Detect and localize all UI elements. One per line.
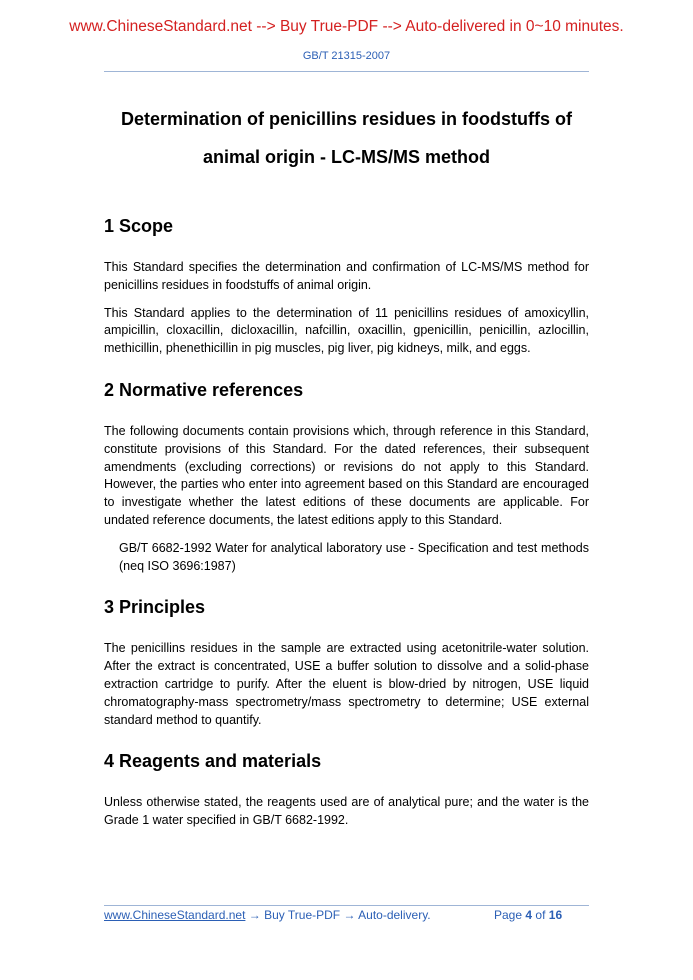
top-banner-link[interactable]: www.ChineseStandard.net --> Buy True-PDF --> Auto-delivered in 0~10 minutes. <box>69 18 624 35</box>
section-heading-scope: 1 Scope <box>104 216 174 236</box>
title-line-1: Determination of penicillins residues in foodstuffs of <box>120 109 573 129</box>
page-footer <box>104 908 589 922</box>
document-body <box>104 213 589 849</box>
document-code-header: GB/T 21315-2007 <box>302 50 391 62</box>
page-indicator <box>494 908 562 922</box>
footer-divider <box>104 905 589 906</box>
scope-paragraph-1: This Standard specifies the determination and confirmation of LC-MS/MS method for penicillins residues in foodstuffs of animal origin. <box>104 260 589 292</box>
reagents-paragraph-1: Unless otherwise stated, the reagents used are of analytical pure; and the water is the Grade 1 water specified in GB/T 6682-1992. <box>104 795 589 828</box>
title-line-2: animal origin - LC-MS/MS method <box>203 147 490 167</box>
page-label: Page <box>494 908 523 922</box>
page-number: 4 <box>525 908 533 922</box>
section-principles <box>104 594 589 729</box>
scope-paragraph-2: This Standard applies to the determination of 11 penicillins residues of amoxicyllin, ampicillin, cloxacillin, dicloxacillin, nafcillin, oxacillin, gpenicillin, penicillin, azlocillin, methicillin, phenethicillin in pig muscles, pig liver, pig kidneys, milk, and eggs. <box>104 305 589 356</box>
principles-paragraph-1: The penicillins residues in the sample are extracted using acetonitrile-water solution. After the extract is concentrated, USE a buffer solution to dissolve and a solid-phase extraction cartridge to purify. After the eluent is blow-dried by nitrogen, USE liquid chromatography-mass spectrometry/mass spectrometry to determine; USE external standard method to quantify. <box>104 641 589 727</box>
footer-buy-link[interactable]: Buy True-PDF <box>264 908 341 922</box>
section-heading-normative-references: 2 Normative references <box>104 379 304 400</box>
page-total: 16 <box>548 908 563 922</box>
header-divider <box>104 71 589 72</box>
footer-auto-delivery: Auto-delivery. <box>358 908 431 922</box>
arrow-icon: → <box>248 908 261 922</box>
arrow-icon: → <box>343 908 356 922</box>
section-normative-references <box>104 377 589 575</box>
of-label: of <box>535 908 546 922</box>
section-heading-principles: 3 Principles <box>104 597 206 618</box>
section-scope <box>104 213 589 358</box>
footer-site-link[interactable]: www.ChineseStandard.net <box>104 908 246 922</box>
normative-reference-item: GB/T 6682-1992 Water for analytical laboratory use - Specification and test methods (neq ISO 3696:1987) <box>119 540 589 573</box>
section-reagents <box>104 748 589 830</box>
normative-paragraph-1: The following documents contain provisions which, through reference in this Standard, constitute provisions of this Standard. For the dated references, their subsequent amendments (excluding corrections) or revisions do not apply to this Standard. However, the parties who enter into agreement based on this Standard are encouraged to investigate whether the latest editions of these documents are applicable. For undated reference documents, the latest editions apply to this Standard. <box>104 423 589 527</box>
document-title <box>90 100 603 176</box>
section-heading-reagents: 4 Reagents and materials <box>104 751 322 772</box>
